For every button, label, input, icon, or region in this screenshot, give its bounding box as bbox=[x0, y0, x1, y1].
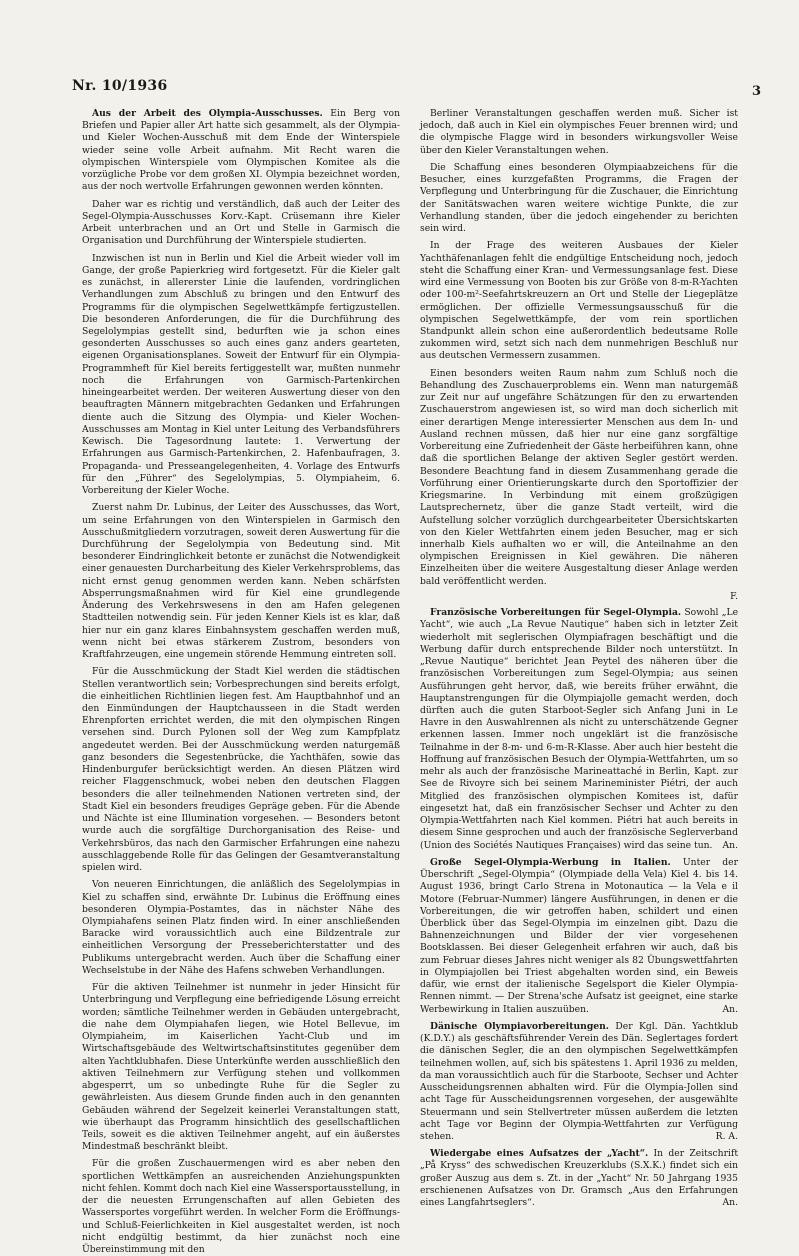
news-item-danish bbox=[420, 1021, 738, 1143]
article-paragraph: Von neueren Einrichtungen, die anläßlich des Segelolympias in Kiel zu schaffen sind, erwähnte Dr. Lubinus die Eröffnung eines besonderen Olympia-Postamtes, das in nächster Nähe des Olympiahafens seinen Platz finden wird. In einer anschließenden Baracke wird voraussichtlich auch eine Bildzentrale zur einheitlichen Versorgung der Presseberichterstatter und des Publikums untergebracht werden. Auch über die Schaffung einer Wechselstube in der Nähe des Hafens schweben Verhandlungen. bbox=[82, 879, 400, 976]
issue-number: Nr. 10/1936 bbox=[72, 78, 168, 94]
article-paragraph: Für die großen Zuschauermengen wird es aber neben den sportlichen Wettkämpfen an ausreichenden Anziehungspunkten nicht fehlen. Kommt doch nach Kiel eine Wassersportausstellung, in der die neuesten Errungenschaften auf allen Gebieten des Wassersportes vorgeführt werden. In welcher Form die Eröffnungs- und Schluß-Feierlichkeiten in Kiel ausgestaltet werden, ist noch nicht endgültig bestimmt, da hier zunächst noch eine Übereinstimmung mit den bbox=[82, 1158, 400, 1256]
article-text: Unter der Überschrift „Segel-Olympia“ (Olympiade della Vela) Kiel 4. bis 14. August 1936, bringt Carlo Strena in Motonautica — la Vela e il Motore (Februar-Nummer) längere Ausführungen, in denen er die Vorbereitungen, die wir getroffen haben, schildert und einen Überblick über das Segel-Olympia im einzelnen gibt. Dazu die Bahnenzeichnungen und Bilder der vier vorgesehenen Bootsklassen. Bei dieser Gelegenheit erfahren wir auch, daß bis zum Februar dieses Jahres nicht weniger als 82 Übungswettfahrten in Olympiajollen bei Triest abgehalten worden sind, ein Beweis dafür, wie ernst der italienische Segelsport die Kieler Olympia-Rennen nimmt. — Der Strena'sche Aufsatz ist geeignet, eine starke Werbewirkung in Italien auszuüben. bbox=[420, 856, 738, 1015]
article-headline: Aus der Arbeit des Olympia-Ausschusses. bbox=[92, 108, 323, 119]
article-headline: Große Segel-Olympia-Werbung in Italien. bbox=[430, 856, 671, 868]
news-item-yacht-reprint bbox=[420, 1148, 738, 1209]
author-signature: An. bbox=[722, 1197, 738, 1209]
author-signature: An. bbox=[722, 1003, 738, 1015]
article-text: In der Zeitschrift „På Kryss“ des schwedischen Kreuzerklubs (S.X.K.) findet sich ein großer Auszug aus dem s. Zt. in der „Yacht“ Nr. 50 Jahrgang 1935 erschienenen Aufsatzes von Dr. Gramsch „Aus den Erfahrungen eines Langfahrtseglers“. bbox=[420, 1148, 739, 1209]
left-column bbox=[82, 108, 400, 1256]
news-item-italian bbox=[420, 857, 738, 1016]
article-text: Der Kgl. Dän. Yachtklub (K.D.Y.) als geschäftsführender Verein des Dän. Seglertages fordert die dänischen Segler, die an den olympischen Segelwettkämpfen teilnehmen wollen, auf, sich bis spätestens 1. April 1936 zu melden, da man voraussichtlich auch für die Starboote, Sechser und Achter Ausscheidungsrennen abhalten wird. Für die Olympia-Jollen sind acht Tage für Ausscheidungsrennen vorgesehen, der ausgewählte Steuermann und sein Stellvertreter müssen außerdem die letzten acht Tage vor Beginn der Olympia-Wettfahrten zur Verfügung stehen. bbox=[420, 1020, 738, 1142]
right-column bbox=[420, 108, 739, 1209]
article-paragraph: Daher war es richtig und verständlich, daß auch der Leiter des Segel-Olympia-Ausschusses Korv.-Kapt. Crüsemann ihre Kieler Arbeit unterbrachen und an Ort und Stelle in Garmisch die Organisation und Durchführung der Winterspiele studierten. bbox=[82, 198, 400, 247]
author-signature: F. bbox=[730, 590, 738, 602]
article-headline: Wiedergabe eines Aufsatzes der „Yacht“. bbox=[430, 1148, 649, 1160]
article-paragraph: Berliner Veranstaltungen geschaffen werden muß. Sicher ist jedoch, daß auch in Kiel ein olympisches Feuer brennen wird; und die olympische Flagge wird in besonders wirkungsvoller Weise über den Kieler Veranstaltungen wehen. bbox=[420, 108, 738, 156]
author-signature: An. bbox=[722, 839, 738, 851]
page-number: 3 bbox=[752, 84, 762, 99]
article-paragraph: Für die aktiven Teilnehmer ist nunmehr in jeder Hinsicht für Unterbringung und Verpflegung eine befriedigende Lösung erreicht worden; sämtliche Teilnehmer werden in Gebäuden untergebracht, die nahe dem Olympiahafen liegen, wie Hotel Bellevue, im Olympiaheim, im Kaiserlichen Yacht-Club und im Wirtschaftsgebäude des Weltwirtschaftsinstitutes gegenüber dem alten Yachtklubhafen. Diese Unterkünfte werden ausschließlich den aktiven Teilnehmern zur Verfügung stehen und vollkommen abgesperrt, um so unbedingte Ruhe für die Segler zu gewährleisten. Aus diesem Grunde finden auch in den genannten Gebäuden während der Segelzeit keinerlei Veranstaltungen statt, wie überhaupt das Programm hinsichtlich des gesellschaftlichen Teils, soweit es die aktiven Teilnehmer angeht, auf ein äußerstes Mindestmaß beschränkt bleibt. bbox=[82, 982, 400, 1153]
article-paragraph: Für die Ausschmückung der Stadt Kiel werden die städtischen Stellen verantwortlich sein; Vorbesprechungen sind bereits erfolgt, die einheitlichen Richtlinien liegen fest. Am Hauptbahnhof und an den Einmündungen der Hauptchausseen in die Stadt werden Ehrenpforten errichtet werden, die mit den olympischen Ringen versehen sind. Durch Pylonen soll der Weg zum Kampfplatz angedeutet werden. Bei der Ausschmückung werden naturgemäß ganz besonders die Segestenbrücke, die Yachthäfen, sowie das Hindenburgufer berücksichtigt werden. An diesen Plätzen wird reicher Flaggenschmuck, wobei neben den deutschen Flaggen besonders die aller teilnehmenden Nationen vertreten sind, der Stadt Kiel ein besonders freudiges Gepräge geben. Für die Abende und Nächte ist eine Illumination vorgesehen. — Besonders betont wurde auch die sorgfältige Durchorganisation des Reise- und Verkehrsbüros, das nach den Garmischer Erfahrungen eine nahezu ausschlaggebende Rolle für das Gelingen der Gesamtveranstaltung spielen wird. bbox=[82, 666, 400, 874]
article-paragraph: In der Frage des weiteren Ausbaues der Kieler Yachthäfenanlagen fehlt die endgültige Entscheidung noch, jedoch steht die Schaffung einer Kran- und Vermessungsanlage fest. Diese wird eine Vermessung von Booten bis zur Größe von 8-m-R-Yachten oder 100-m²-Seefahrtskreuzern an Ort und Stelle der Liegeplätze ermöglichen. Der offizielle Vermessungsausschuß für die olympischen Segelwettkämpfe, der vom rein sportlichen Standpunkt allein schon eine außerordentlich bedeutsame Rolle zukommen wird, setzt sich nach dem nunmehrigen Beschluß nur aus deutschen Vermessern zusammen. bbox=[420, 240, 738, 362]
article-paragraph: Zuerst nahm Dr. Lubinus, der Leiter des Ausschusses, das Wort, um seine Erfahrungen von den Winterspielen in Garmisch den Ausschußmitgliedern vorzutragen, soweit deren Auswertung für die Durchführung der Segelolympia von Bedeutung sind. Mit besonderer Eindringlichkeit betonte er zunächst die Notwendigkeit einer genauesten Durcharbeitung des Kieler Verkehrsproblems, das nicht ernst genug genommen werden kann. Neben schärfsten Absperrungsmaßnahmen wird für Kiel eine grundlegende Änderung des Verkehrswesens in den am Hafen gelegenen Stadtteilen notwendig sein. Für jeden Kenner Kiels ist es klar, daß hier nur ein ganz klares Einbahnsystem geschaffen werden muß, wenn nicht bei etwas stärkerem Zustrom, besonders von Kraftfahrzeugen, eine ungemein störende Hemmung eintreten soll. bbox=[82, 502, 400, 661]
author-signature: R. A. bbox=[715, 1130, 738, 1142]
article-paragraph: Einen besonders weiten Raum nahm zum Schluß noch die Behandlung des Zuschauerproblems ein. Wenn man naturgemäß zur Zeit nur auf ungefähre Schätzungen für den zu erwartenden Zuschauerstrom angewiesen ist, so wird man doch sicherlich mit einer derartigen Menge interessierter Menschen aus dem In- und Ausland rechnen müssen, daß hier nur eine ganz sorgfältige Vorbereitung eine Zufriedenheit der Gäste herbeiführen kann, ohne daß die sportlichen Belange der aktiven Segler gestört werden. Besondere Beachtung fand in diesem Zusammenhang gerade die Vorführung einer Orientierungskarte durch den Sportoffizier der Kriegsmarine. In Verbindung mit einem großzügigen Lautsprechernetz, über die ganze Stadt verteilt, wird die Aufstellung solcher vorzüglich durchgearbeiteter Übersichtskarten von den Kieler Wettfahrten einem jeden Besucher, mag er sich innerhalb Kiels aufhalten wo er will, die Anteilnahme an den olympischen Ereignissen in Kiel gewähren. Die näheren Einzelheiten über die weitere Ausgestaltung dieser Anlage werden bald veröffentlicht werden. bbox=[420, 367, 738, 587]
article-headline: Dänische Olympiavorbereitungen. bbox=[430, 1020, 609, 1032]
news-item-french bbox=[420, 607, 738, 852]
article-headline: Französische Vorbereitungen für Segel-Olympia. bbox=[430, 607, 682, 619]
article-paragraph: Inzwischen ist nun in Berlin und Kiel die Arbeit wieder voll im Gange, der große Papierkrieg wird fortgesetzt. Für die Kieler galt es zunächst, in allererster Linie die laufenden, vordringlichen Verhandlungen zum Abschluß zu bringen und den Entwurf des Programms für die olympischen Segelwettkämpfe fertigzustellen. Die besonderen Anforderungen, die für die Durchführung des Segelolympias gestellt sind, bedurften wie ja schon eines gesonderten Ausschusses so auch eines ganz anders gearteten, eigenen Organisationsplanes. Soweit der Entwurf für ein Olympia-Programmheft für Kiel bereits fertiggestellt war, mußten nunmehr noch die Erfahrungen von Garmisch-Partenkirchen hineingearbeitet werden. Der weiteren Auswertung dieser von den beauftragten Männern mitgebrachten Gedanken und Erfahrungen diente auch die Sitzung des Olympia- und Kieler Wochen-Ausschusses am Montag in Kiel unter Leitung des Verbandsführers Kewisch. Die Tagesordnung lautete: 1. Verwertung der Erfahrungen aus Garmisch-Partenkirchen, 2. Hafenbaufragen, 3. Propaganda- und Presseangelegenheiten, 4. Vorlage des Entwurfs für den „Führer“ des Segelolympias, 5. Olympiaheim, 6. Vorbereitung der Kieler Woche. bbox=[82, 252, 400, 497]
article-paragraph: Die Schaffung eines besonderen Olympiaabzeichens für die Besucher, eines kurzgefaßten Programms, die Fragen der Verpflegung und Unterbringung für die Zuschauer, die Einrichtung der Sanitätswachen waren weitere wichtige Punkte, die zur Verhandlung standen, über die jedoch eingehender zu berichten sein wird. bbox=[420, 161, 738, 235]
article-paragraph bbox=[82, 108, 400, 194]
article-text: Ein Berg von Briefen und Papier aller Art hatte sich gesammelt, als der Olympia- und Kieler Wochen-Ausschuß mit dem Ende der Winterspiele wieder seine volle Arbeit aufnahm. Mit Recht waren die olympischen Winterspiele vom Olympischen Komitee als die vorzügliche Probe vor dem großen XI. Olympia bezeichnet worden, aus der noch wertvolle Erfahrungen gewonnen werden könnten. bbox=[82, 108, 400, 193]
article-text: Sowohl „Le Yacht“, wie auch „La Revue Nautique“ haben sich in letzter Zeit wiederholt mit seglerischen Olympiafragen beschäftigt und die Werbung dafür durch entsprechende Bilder noch unterstützt. In „Revue Nautique“ berichtet Jean Peytel des näheren über die französischen Vorbereitungen zum Segel-Olympia; aus seinen Ausführungen geht hervor, daß, wie bereits früher erwähnt, die Hauptanstrengungen für die Olympiajolle gemacht werden, doch dürften auch die guten Starboot-Segler sich Anfang Juni in Le Havre in den Auswahlrennen als nicht zu unterschätzende Gegner erkennen lassen. Immer noch ungeklärt ist die französische Teilnahme in der 8-m- und 6-m-R-Klasse. Aber auch hier besteht die Hoffnung auf französischen Besuch der Olympia-Wettfahrten, um so mehr als auch der französische Marineattaché in Berlin, Kapt. zur See de Rivoyre sich bei seinem Marineminister Piétri, der auch Mitglied des französischen olympischen Komitees ist, dafür eingesetzt hat, daß ein französischer Sechser und Achter zu den Olympia-Wettfahrten nach Kiel kommen. Piétri hat auch bereits in diesem Sinne gesprochen und auch der französische Seglerverband (Union des Sociétés Nautiques Françaises) wird das seine tun. bbox=[420, 607, 739, 851]
